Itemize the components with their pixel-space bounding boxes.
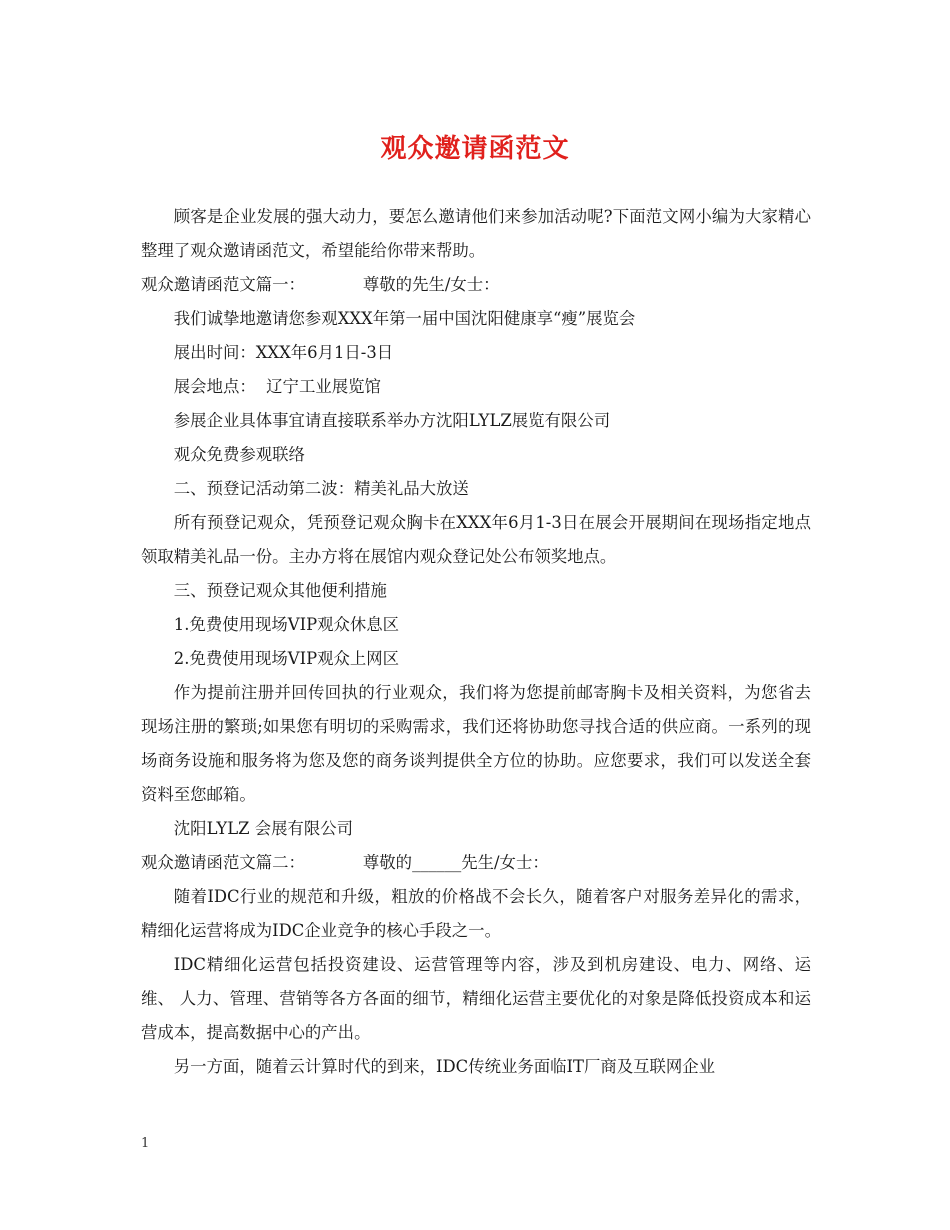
list-item-1: 1.免费使用现场VIP观众休息区 <box>173 615 400 634</box>
paragraph-free: 观众免费参观联络 <box>173 445 305 464</box>
section-heading-2: 观众邀请函范文篇二： <box>141 853 305 872</box>
paragraph-idc-2: IDC精细化运营包括投资建设、运营管理等内容，涉及到机房建设、电力、网络、运维、 人力、管理、营销等各方各面的细节，精细化运营主要优化的对象是降低投资成本和运营成本，提高数据中心的产出。 <box>141 955 811 1042</box>
document-title: 观众邀请函范文 <box>380 134 570 164</box>
section-heading-1-line <box>141 268 811 302</box>
paragraph-gift: 所有预登记观众，凭预登记观众胸卡在XXX年6月1-3日在展会开展期间在现场指定地点领取精美礼品一份。主办方将在展馆内观众登记处公布领奖地点。 <box>141 513 811 566</box>
paragraph-contact: 参展企业具体事宜请直接联系举办方沈阳LYLZ展览有限公司 <box>173 411 611 430</box>
paragraph-idc-3: 另一方面，随着云计算时代的到来，IDC传统业务面临IT厂商及互联网企业 <box>173 1057 716 1076</box>
salutation-1: 尊敬的先生/女士： <box>362 275 500 294</box>
document-body <box>141 200 811 1084</box>
paragraph-preregister: 作为提前注册并回传回执的行业观众，我们将为您提前邮寄胸卡及相关资料，为您省去现场注册的繁琐;如果您有明切的采购需求，我们还将协助您寻找合适的供应商。一系列的现场商务设施和服务将为您及您的商务谈判提供全方位的协助。应您要求，我们可以发送全套资料至您邮箱。 <box>141 683 811 804</box>
list-item-2: 2.免费使用现场VIP观众上网区 <box>173 649 400 668</box>
paragraph-section-2: 二、预登记活动第二波：精美礼品大放送 <box>173 479 469 498</box>
paragraph-idc-1: 随着IDC行业的规范和升级，粗放的价格战不会长久，随着客户对服务差异化的需求，精细化运营将成为IDC企业竞争的核心手段之一。 <box>141 887 811 940</box>
paragraph-time: 展出时间：XXX年6月1日-3日 <box>173 343 394 362</box>
paragraph-venue: 展会地点： 辽宁工业展览馆 <box>173 377 381 396</box>
paragraph-section-3: 三、预登记观众其他便利措施 <box>173 581 387 600</box>
salutation-2: 尊敬的______先生/女士： <box>362 853 549 872</box>
section-heading-2-line <box>141 846 811 880</box>
page-number: 1 <box>141 1136 150 1151</box>
section-heading-1: 观众邀请函范文篇一： <box>141 275 305 294</box>
paragraph-intro: 顾客是企业发展的强大动力，要怎么邀请他们来参加活动呢?下面范文网小编为大家精心整理了观众邀请函范文，希望能给你带来帮助。 <box>141 207 811 260</box>
paragraph-company: 沈阳LYLZ 会展有限公司 <box>173 819 354 838</box>
paragraph-invite: 我们诚挚地邀请您参观XXX年第一届中国沈阳健康享“瘦”展览会 <box>173 309 636 328</box>
